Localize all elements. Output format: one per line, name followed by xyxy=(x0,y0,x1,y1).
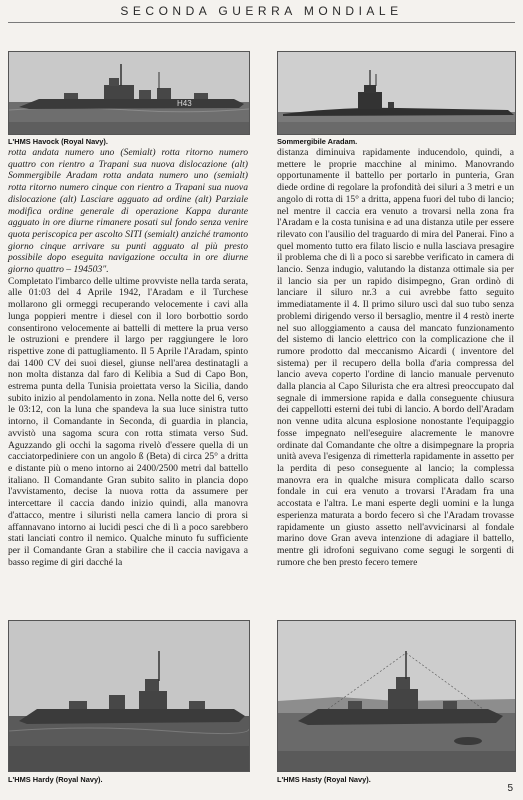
hull-number-h43: H43 xyxy=(177,99,192,108)
running-header-title: SECONDA GUERRA MONDIALE xyxy=(120,4,403,18)
page-number: 5 xyxy=(507,783,513,794)
paragraph: Completato l'imbarco delle ultime provviste nella tarda serata, alle 01:03 del 4 Aprile 1942, l'Aradam e il Turchese mollarono gli ormeggi recuperando velocemente i cavi alla lunga poppieri mentre i diesel con il loro borbottio sordo consentirono velocemente ai battelli di mettere la prua verso le ostruzioni e prendere il largo per raggiungere le loro rispettive zone di pattugliamento. Il 5 Aprile l'Aradam, spinto dai 1400 CV dei suoi diesel, giunse nell'area destinatagli a non molta distanza dal faro di Kelibia a Sud di Capo Bon, estrema punta della Tunisia proiettata verso la Sicilia, dando subito inizio al pendolamento in zona. Nella notte del 6, verso le 03:12, con la luna che spandeva la sua luce sinistra tutto intorno, il Comandante in Seconda, di guardia in plancia, avvistò una sagoma scura con rotta stimata verso Sud. Aguzzando gli occhi la sagoma rivelò d'essere quella di un cacciatorpediniere con un angolo ß (Beta) di circa 25° a dritta e distante più o meno intorno ai 2400/2500 metri dal battello italiano. Il Comandante Gran subito salito in plancia dopo l'avvistamento, decise la nuova rotta da assumere per intercettare il caccia dando inizio quindi, alla manovra d'attacco, mentre i siluristi nella camera lancio di prora si affannavano intorno ai lucidi pesci che di lì a poco sarebbero stati lanciati contro il nemico. Qualche minuto fu sufficiente per il Comandante Gran a stabilire che il caccia navigava a basso regime di giri dacché la xyxy=(8,275,248,568)
photo-sommergibile-aradam xyxy=(277,51,516,135)
photo-hms-havock xyxy=(8,51,250,135)
caption-sommergibile-aradam: Sommergibile Aradam. xyxy=(277,137,358,146)
paragraph: distanza diminuiva rapidamente inducendolo, quindi, a mettere le proprie macchine al minimo. Manovrando opportunamente il battello per portarlo in punteria, Gran diede ordine di regolare la profondità dei siluri a 3 metri e un angolo di rotta di 15° a dritta, appena fuori del tubo di lancio; nel mentre il caccia era venuto a trovarsi nella zona fra l'Aradam e la costa tunisina e ad una distanza utile per essere rilevato con l'ausilio del traguardo di mira del Panerai. Fino a quel momento tutto era filato liscio e nulla lasciava presagire il problema che di lì a poco si sarebbe verificato in camera di lancio. Senza indugio, valutando la distanza ottimale sia per il lancio sia per un rapido disimpegno, Gran ordinò di lanciare il siluro nr.3 a cui avrebbe fatto seguito immediatamente il 4. Il primo siluro uscì dal suo tubo senza problemi dirigendo verso il bersaglio, mentre il 4 restò inerte nel suo alloggiamento a causa del mancato funzionamento del sistemo di lancio elettrico con la complicazione che il rumore prodotto dal meccanismo Aicardi ( inventore del sistema) per il recupero della bolla d'aria compressa del lancio aveva coperto l'ordine di lancio manuale pervenuto dalla plancia al Capo Silurista che era altresì preoccupato dal segnale di immersione rapida e dalla conseguente chiusura dei cappellotti esterni dei tubi di lancio. A bordo dell'Aradam non venne udita alcuna esplosione nonostante l'equipaggio fosse impegnato nell'eseguire alacremente le manovre ordinate dal Comandante che oltre a disimpegnare la propria unità aveva l'esigenza di rimetterla rapidamente in assetto per la perdita di peso conseguente al lancio; la complessa manovra era in qualche misura complicata dallo scarso fondale in cui era venuto a trovarsi l'Aradam fra una accostata e l'altra. Le mani esperte degli uomini e la lunga esperienza maturata a bordo fecero sì che l'Aradam trovasse rapidamente un giusto assetto nell'avvicinarsi al fondale marino dove Gran aveva intenzione di adagiare il battello, mentre gli idrofoni seguivano come segugi le sorgenti di rumore che ben presto fecero temere xyxy=(277,147,514,568)
caption-hms-hardy: L'HMS Hardy (Royal Navy). xyxy=(8,775,103,784)
radio-message-italic: rotta andata numero uno (Semialt) rotta ritorno numero quattro con rientro a Trapani sua nuova dislocazione (alt) Sommergibile Aradam rotta andata numero uno (semialt) rotta ritorno numero cinque con rientro a Trapani sua nuova dislocazione (alt) Lasciare agguato ad ordine (alt) Parziale modifica ordine generale di operazione Kappa durante agguato in ore diurne rimanere posati sul fondo senza venire quota periscopica per ascolto SITI (semialt) anziché tramonto giorno cinque arrivare su punti agguato al più presto possibile dopo eseguita navigazione occulta in ore diurne giorno quattro – 194503". xyxy=(8,147,248,276)
running-header xyxy=(0,0,523,22)
text-column-right xyxy=(277,147,514,590)
caption-hms-havock: L'HMS Havock (Royal Navy). xyxy=(8,137,108,146)
caption-hms-hasty: L'HMS Hasty (Royal Navy). xyxy=(277,775,371,784)
text-column-left xyxy=(8,147,248,590)
photo-hms-hasty xyxy=(277,620,516,772)
paragraph xyxy=(8,147,248,276)
header-rule xyxy=(8,22,515,23)
photo-hms-hardy xyxy=(8,620,250,772)
